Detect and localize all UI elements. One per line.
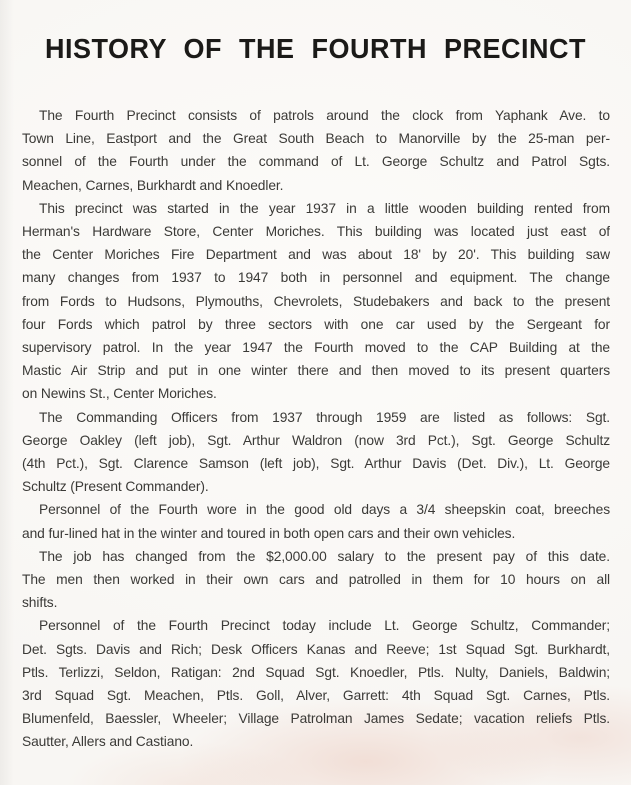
text-line: Personnel of the Fourth wore in the good old days a 3/4 sheepskin coat, breeches [39,502,610,518]
text-line: 3rd Squad Sgt. Meachen, Ptls. Goll, Alver, Garrett: 4th Squad Sgt. Carnes, Ptls. [22,688,610,704]
text-line: The Fourth Precinct consists of patrols around the clock from Yaphank Ave. to [39,108,610,123]
text-line: on Newins St., Center Moriches. [22,386,217,402]
text-line: and fur-lined hat in the winter and toured in both open cars and their own vehicles. [22,525,516,541]
text-line: from Fords to Hudsons, Plymouths, Chevrolets, Studebakers and back to the present [22,293,610,309]
text-line: many changes from 1937 to 1947 both in personnel and equipment. The change [22,270,610,286]
page-title: HISTORY OF THE FOURTH PRECINCT [44,33,587,65]
text-line: The job has changed from the $2,000.00 salary to the present pay of this date. [39,548,610,564]
text-line: four Fords which patrol by three sectors with one car used by the Sergeant for [22,316,610,332]
text-line: shifts. [22,595,58,611]
text-line: George Oakley (left job), Sgt. Arthur Waldron (now 3rd Pct.), Sgt. George Schultz [22,432,610,448]
paragraph [22,197,610,406]
text-line: Mastic Air Strip and put in one winter there and then moved to its present quarters [22,363,610,379]
text-line: Det. Sgts. Davis and Rich; Desk Officers Kanas and Reeve; 1st Squad Sgt. Burkhardt, [22,641,610,657]
paragraph [22,614,610,753]
text-line: Meachen, Carnes, Burkhardt and Knoedler. [22,177,284,193]
paragraph [22,104,610,197]
paragraph [22,498,610,544]
text-line: sonnel of the Fourth under the command of Lt. George Schultz and Patrol Sgts. [22,154,610,170]
text-line: Town Line, Eastport and the Great South Beach to Manorville by the 25-man per- [22,131,610,147]
text-line: The Commanding Officers from 1937 through 1959 are listed as follows: Sgt. [39,409,610,425]
text-line: Personnel of the Fourth Precinct today include Lt. George Schultz, Commander; [39,618,610,634]
text-line: supervisory patrol. In the year 1947 the Fourth moved to the CAP Building at the [22,340,610,356]
text-line: This precinct was started in the year 1937 in a little wooden building rented from [39,200,610,216]
paragraph [22,406,610,499]
text-line: Schultz (Present Commander). [22,479,209,495]
text-line: Herman's Hardware Store, Center Moriches. This building was located just east of [22,224,610,240]
text-line: Blumenfeld, Baessler, Wheeler; Village Patrolman James Sedate; vacation reliefs Ptls. [22,711,610,727]
article-body [22,104,610,754]
text-line: the Center Moriches Fire Department and was about 18' by 20'. This building saw [22,247,610,263]
text-line: The men then worked in their own cars and patrolled in them for 10 hours on all [22,572,610,588]
text-line: Ptls. Terlizzi, Seldon, Ratigan: 2nd Squad Sgt. Knoedler, Ptls. Nulty, Daniels, Baldwin; [22,664,610,680]
text-line: Sautter, Allers and Castiano. [22,734,194,750]
paragraph [22,545,610,615]
text-line: (4th Pct.), Sgt. Clarence Samson (left job), Sgt. Arthur Davis (Det. Div.), Lt. George [22,456,610,472]
